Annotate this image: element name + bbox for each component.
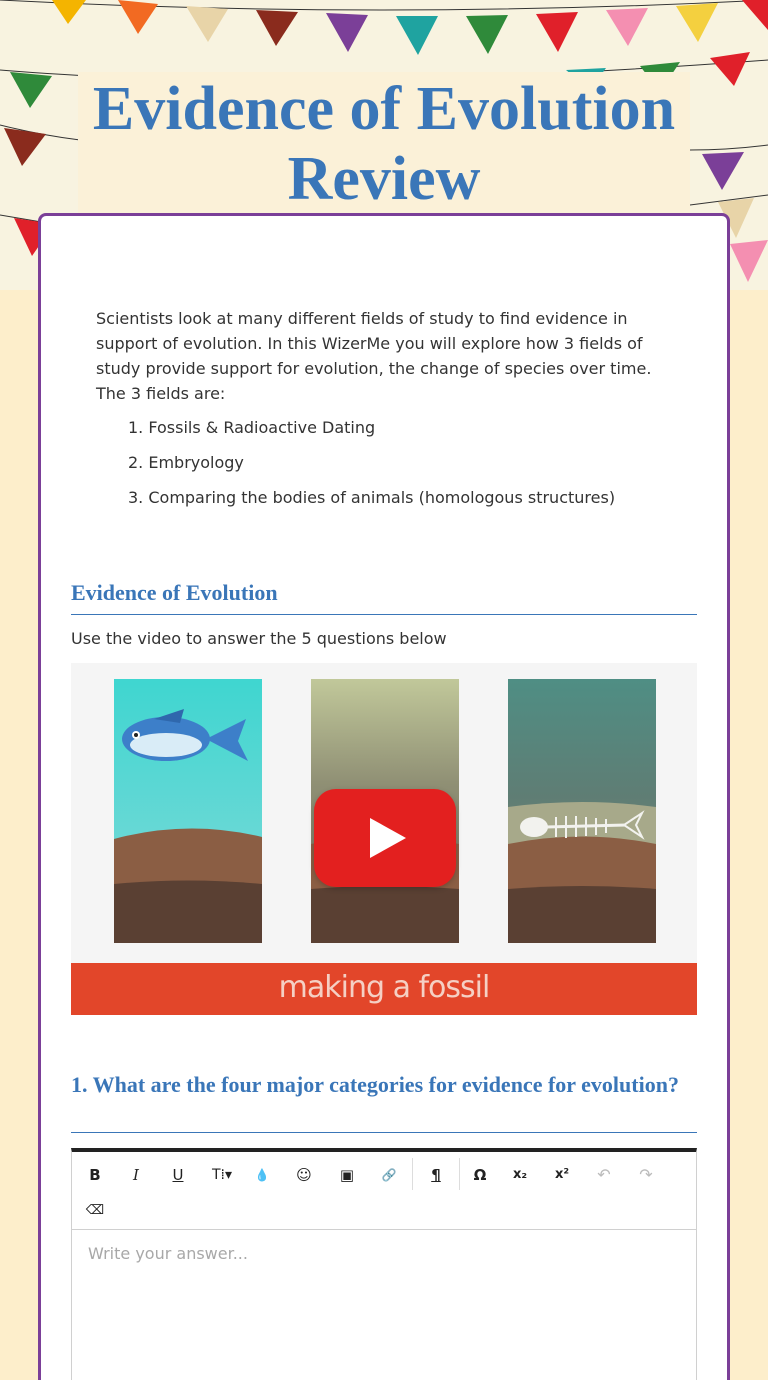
list-item: 1. Fossils & Radioactive Dating	[128, 418, 376, 437]
image-icon[interactable]: ▣	[339, 1166, 355, 1184]
bold-button[interactable]: B	[89, 1166, 101, 1184]
list-item: 3. Comparing the bodies of animals (homologous structures)	[128, 488, 616, 507]
emoji-icon[interactable]: ☺	[296, 1166, 312, 1184]
play-triangle-icon	[370, 818, 406, 858]
video-caption: making a fossil	[278, 970, 490, 1005]
superscript-button[interactable]: x²	[554, 1167, 570, 1182]
special-character-icon[interactable]: Ω	[473, 1166, 487, 1184]
youtube-play-icon[interactable]	[314, 789, 456, 887]
clear-formatting-icon[interactable]: ⌫	[85, 1203, 105, 1218]
paragraph-direction-icon[interactable]: ¶	[431, 1166, 441, 1184]
intro-paragraph: Scientists look at many different fields of study to find evidence in support of evolution. In this WizerMe you will explore how 3 fields of study provide support for evolution, the change of species over time. The 3 fields are:	[96, 309, 652, 403]
section-heading: Evidence of Evolution	[71, 580, 697, 615]
answer-editor	[71, 1148, 697, 1380]
editor-toolbar	[72, 1152, 696, 1230]
fossil-panel	[508, 679, 656, 943]
section-instructions: Use the video to answer the 5 questions below	[71, 629, 447, 648]
subscript-button[interactable]: x₂	[512, 1167, 528, 1182]
link-icon[interactable]: 🔗	[381, 1168, 397, 1182]
italic-button[interactable]: I	[133, 1166, 139, 1184]
text-size-button[interactable]: T⁞▾	[211, 1167, 233, 1183]
answer-input[interactable]	[72, 1230, 696, 1380]
question-1-heading: 1. What are the four major categories for evidence for evolution?	[71, 1072, 697, 1133]
redo-icon[interactable]: ↷	[639, 1165, 653, 1184]
page-title: Evidence of Evolution Review	[92, 75, 676, 213]
undo-icon[interactable]: ↶	[597, 1165, 611, 1184]
list-item: 2. Embryology	[128, 453, 244, 472]
toolbar-divider	[412, 1158, 413, 1190]
text-color-icon[interactable]: 💧	[254, 1168, 270, 1182]
fish-illustration	[114, 679, 262, 943]
fields-list	[128, 416, 688, 521]
fossil-illustration	[508, 679, 656, 943]
fish-panel	[114, 679, 262, 943]
underline-button[interactable]: U	[172, 1166, 184, 1184]
video-embed[interactable]	[71, 663, 697, 1015]
